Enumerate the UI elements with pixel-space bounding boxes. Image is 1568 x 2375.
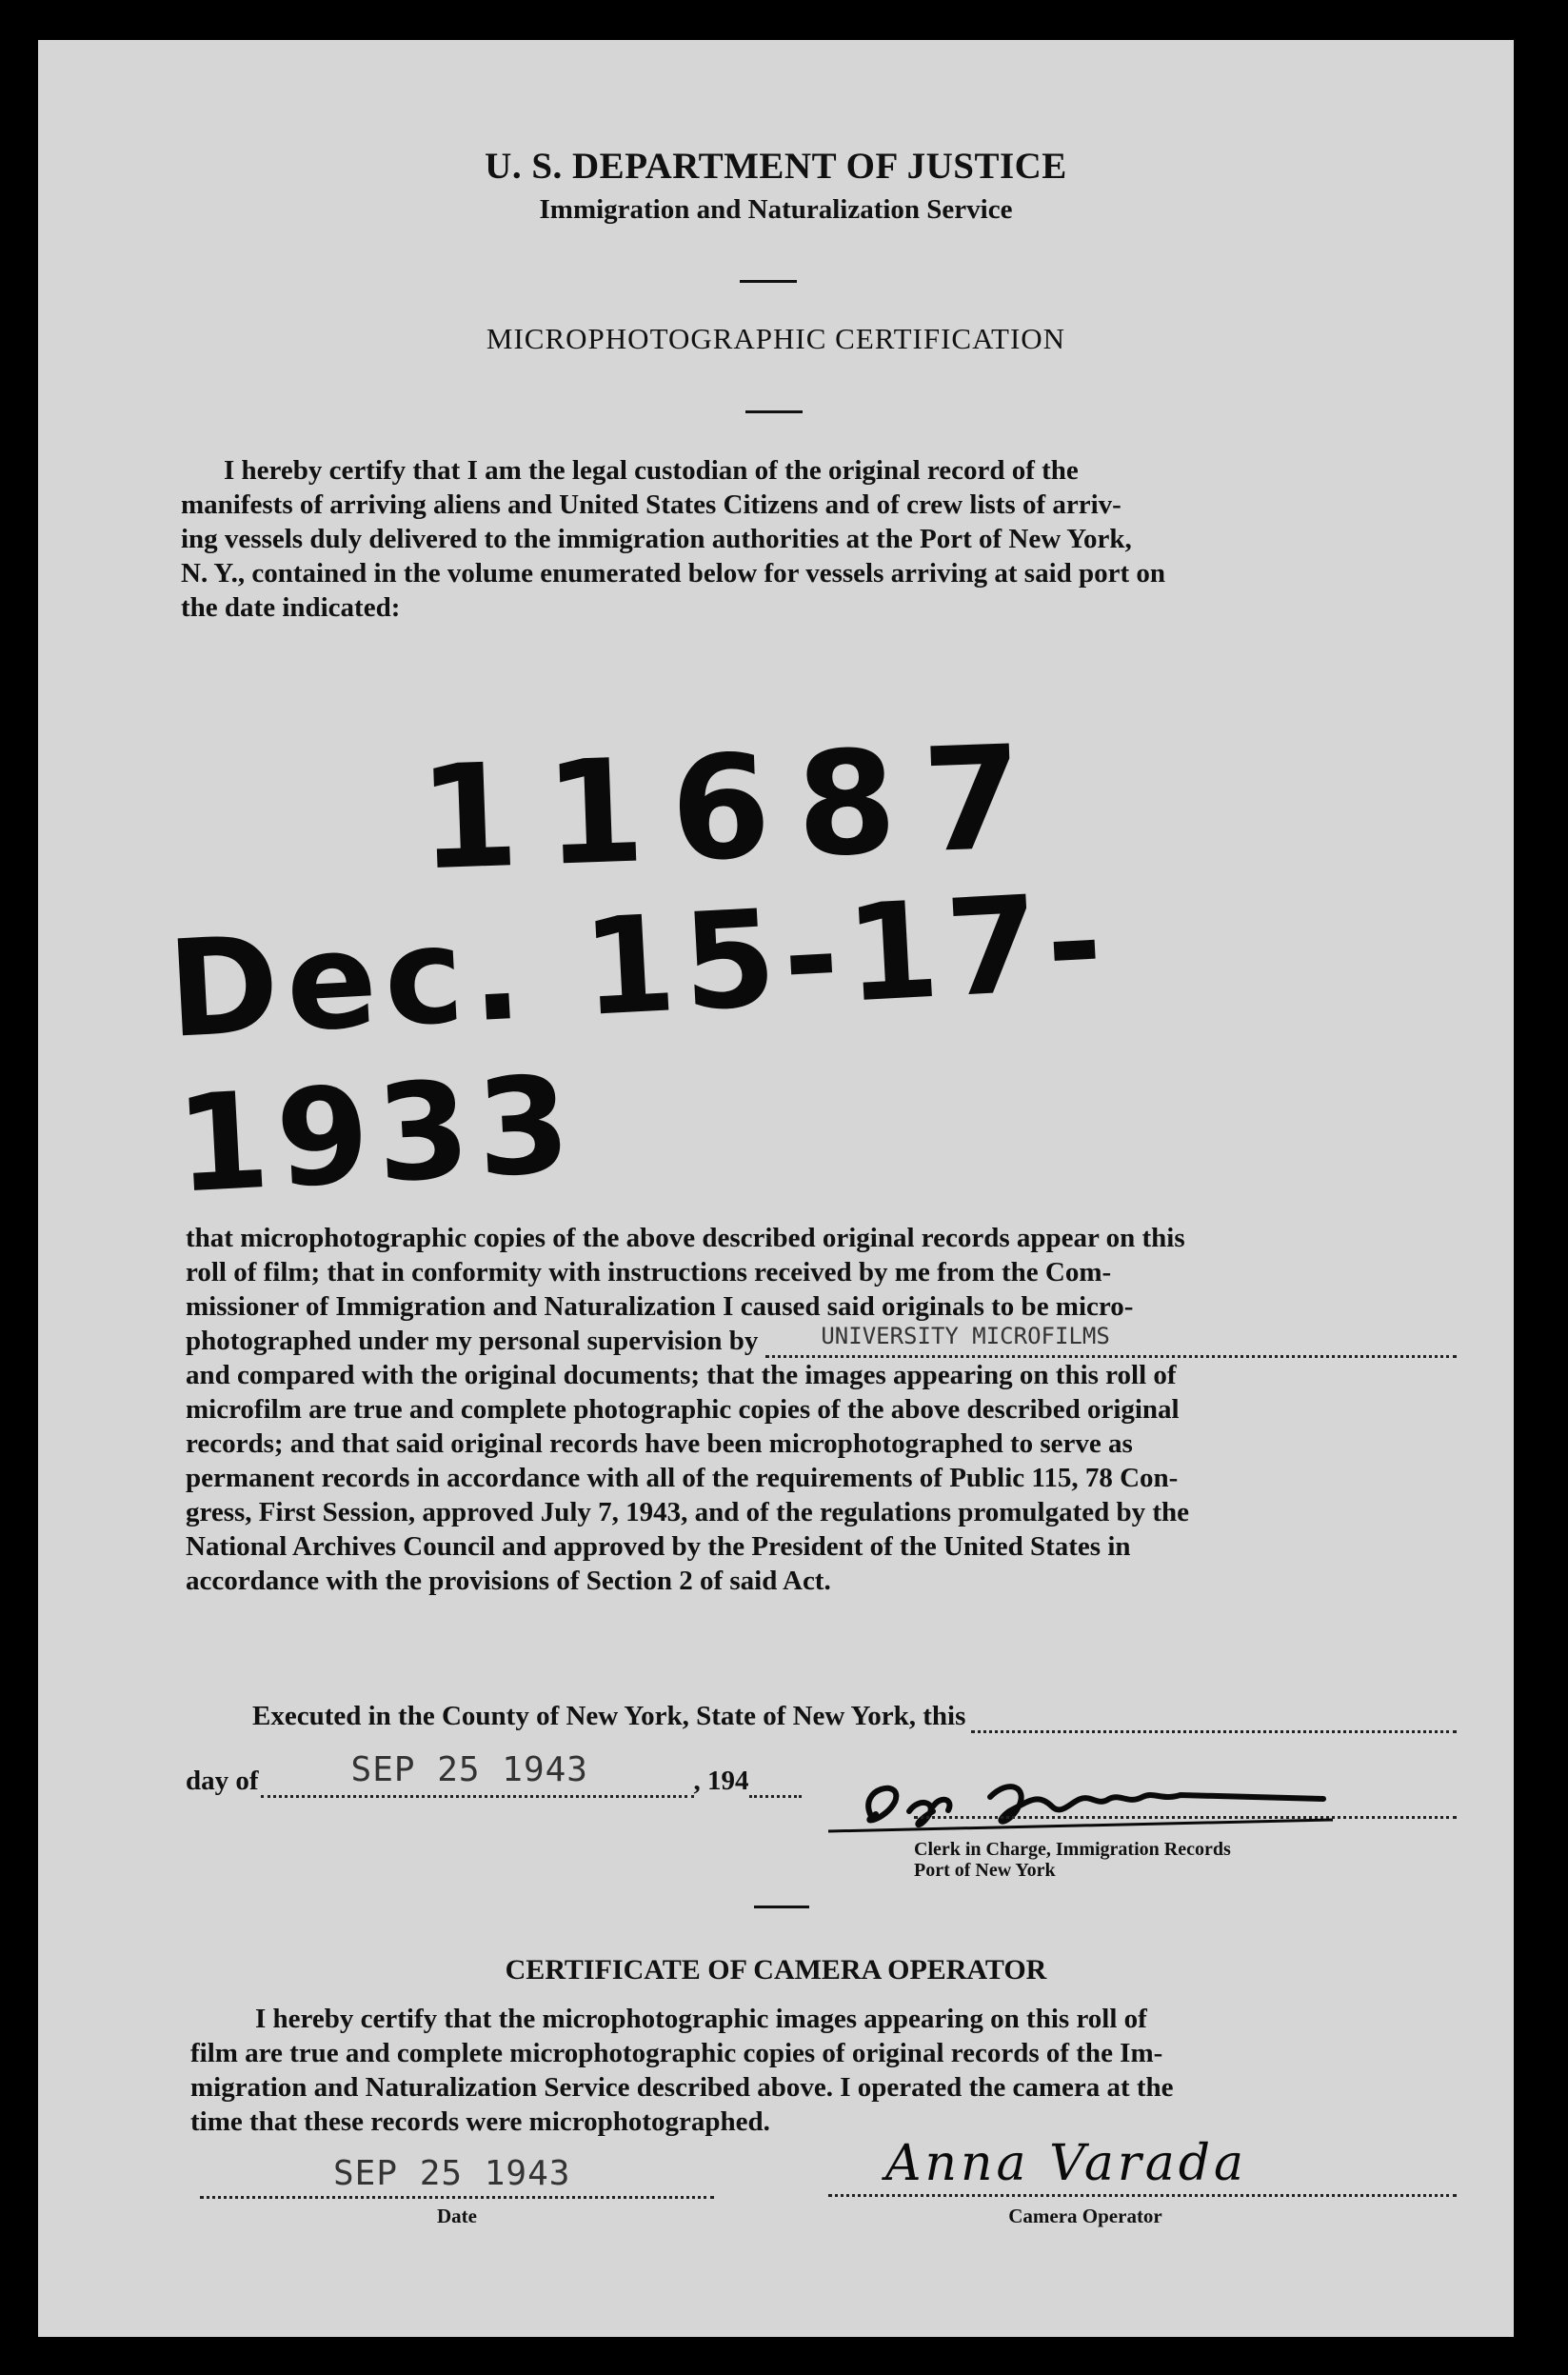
camera-date-field bbox=[200, 2152, 714, 2199]
body-line: microfilm are true and complete photographic copies of the above described original bbox=[186, 1394, 1180, 1425]
department-title: U. S. DEPARTMENT OF JUSTICE bbox=[485, 146, 1067, 187]
divider bbox=[745, 410, 803, 413]
body-line: that microphotographic copies of the above described original records appear on this bbox=[186, 1223, 1185, 1253]
camera-line: time that these records were microphotographed. bbox=[190, 2106, 770, 2137]
camera-line: migration and Naturalization Service described above. I operated the camera at the bbox=[190, 2072, 1174, 2103]
body-line: gress, First Session, approved July 7, 1943, and of the regulations promulgated by the bbox=[186, 1497, 1190, 1527]
clerk-signature bbox=[819, 1778, 1352, 1845]
body-line: permanent records in accordance with all of the requirements of Public 115, 78 Con- bbox=[186, 1463, 1179, 1493]
year-field bbox=[749, 1772, 802, 1798]
clerk-signature-block bbox=[819, 1778, 1457, 1881]
body-line: roll of film; that in conformity with instructions received by me from the Com- bbox=[186, 1257, 1112, 1287]
form-title: MICROPHOTOGRAPHIC CERTIFICATION bbox=[486, 322, 1066, 355]
supervisor-stamp: UNIVERSITY MICROFILMS bbox=[821, 1323, 1110, 1349]
signature-line bbox=[914, 1816, 1457, 1819]
supervision-line bbox=[186, 1324, 1457, 1358]
clerk-title: Clerk in Charge, Immigration Records bbox=[914, 1839, 1231, 1860]
day-of-label: day of bbox=[186, 1766, 259, 1796]
operator-signature-field bbox=[828, 2135, 1457, 2197]
camera-operator-label: Camera Operator bbox=[1008, 2205, 1162, 2227]
day-of-field bbox=[261, 1750, 694, 1798]
executed-day-field bbox=[971, 1707, 1457, 1733]
clerk-signature-field bbox=[819, 1778, 1457, 1833]
year-suffix: , 194 bbox=[693, 1766, 749, 1796]
date-stamp: SEP 25 1943 bbox=[350, 1750, 588, 1789]
handwritten-volume-number: 11687 bbox=[416, 714, 1052, 903]
executed-text: Executed in the County of New York, State of New York, this bbox=[252, 1701, 966, 1731]
supervision-prefix: photographed under my personal supervision by bbox=[186, 1326, 759, 1356]
executed-line bbox=[252, 1699, 1457, 1733]
camera-operator-block bbox=[828, 2135, 1457, 2228]
camera-date-block bbox=[200, 2152, 714, 2228]
body-line: missioner of Immigration and Naturalization I caused said originals to be micro- bbox=[186, 1291, 1134, 1322]
camera-paragraph bbox=[190, 2002, 1461, 2139]
clerk-port: Port of New York bbox=[914, 1860, 1056, 1881]
camera-certificate-title: CERTIFICATE OF CAMERA OPERATOR bbox=[505, 1954, 1047, 1986]
operator-signature: Anna Varada bbox=[885, 2135, 1247, 2192]
body-paragraph bbox=[186, 1221, 1457, 1598]
camera-date-stamp: SEP 25 1943 bbox=[333, 2154, 571, 2193]
intro-line: the date indicated: bbox=[181, 592, 401, 623]
intro-line: I hereby certify that I am the legal custodian of the original record of the bbox=[224, 455, 1079, 486]
body-line: and compared with the original documents; that the images appearing on this roll of bbox=[186, 1360, 1177, 1390]
supervisor-field bbox=[765, 1323, 1457, 1358]
intro-line: manifests of arriving aliens and United States Citizens and of crew lists of arriv- bbox=[181, 489, 1121, 520]
camera-line: I hereby certify that the microphotographic images appearing on this roll of bbox=[255, 2004, 1147, 2034]
camera-line: film are true and complete microphotographic copies of original records of the Im- bbox=[190, 2038, 1163, 2068]
body-line: accordance with the provisions of Section 2 of said Act. bbox=[186, 1566, 831, 1596]
day-of-line bbox=[186, 1750, 802, 1798]
intro-line: ing vessels duly delivered to the immigration authorities at the Port of New York, bbox=[181, 524, 1132, 554]
divider bbox=[754, 1906, 809, 1908]
body-line: records; and that said original records have been microphotographed to serve as bbox=[186, 1428, 1133, 1459]
certificate-page bbox=[38, 40, 1514, 2337]
divider bbox=[740, 280, 797, 283]
body-line: National Archives Council and approved by the President of the United States in bbox=[186, 1531, 1131, 1562]
service-subtitle: Immigration and Naturalization Service bbox=[539, 194, 1013, 225]
date-label: Date bbox=[437, 2205, 477, 2227]
intro-line: N. Y., contained in the volume enumerated below for vessels arriving at said port on bbox=[181, 558, 1166, 589]
intro-paragraph bbox=[181, 453, 1447, 625]
handwritten-date-range: Dec. 15-17-1933 bbox=[164, 864, 1114, 1224]
